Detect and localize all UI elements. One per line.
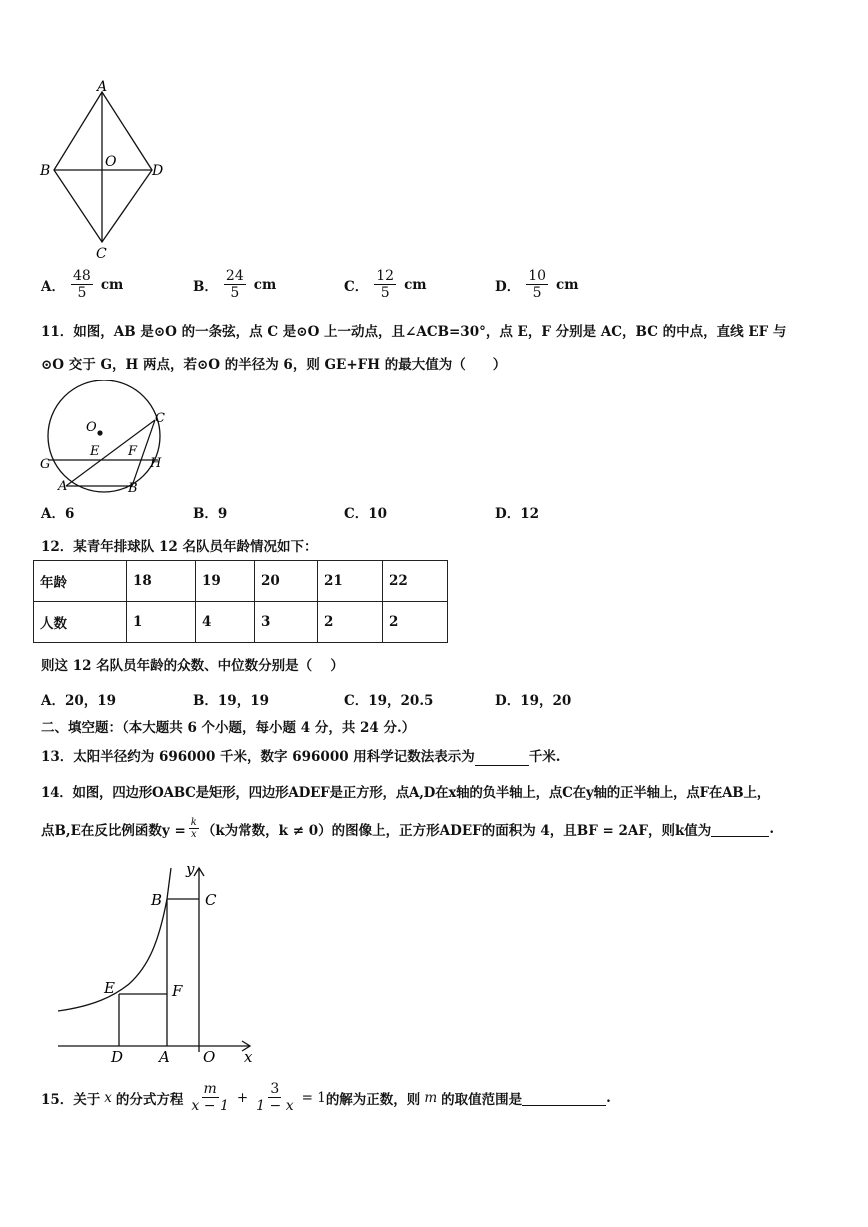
q11-option-d[interactable]: D．12 (495, 506, 539, 522)
label-A: A (58, 479, 68, 494)
q11-option-b[interactable]: B．9 (193, 506, 228, 522)
q12-option-a[interactable]: A．20，19 (41, 693, 117, 709)
label-F: F (128, 444, 138, 459)
table-cell: 人数 (34, 602, 127, 643)
circle-figure (36, 380, 176, 495)
label-x: x (244, 1048, 253, 1066)
center-dot (97, 430, 102, 435)
rhombus-figure (36, 80, 171, 265)
table-cell: 1 (127, 602, 196, 643)
label-A: A (97, 80, 108, 95)
table-cell: 2 (383, 602, 448, 643)
q12-option-c[interactable]: C．19，20.5 (344, 693, 434, 709)
label-O: O (203, 1048, 216, 1066)
q11-stem-line1: 11．如图，AB 是⊙O 的一条弦，点 C 是⊙O 上一动点，且∠ACB=30°，点 E，F 分别是 AC，BC 的中点，直线 EF 与 (41, 324, 787, 340)
label-G: G (40, 457, 51, 472)
table-cell: 22 (383, 561, 448, 602)
label-D: D (111, 1048, 124, 1066)
q12-option-d[interactable]: D．19，20 (495, 693, 572, 709)
fraction-3-over-1-minus-x: $\frac{3}{1 - x}$ (256, 1081, 294, 1114)
q14-stem-line1: 14．如图，四边形OABC是矩形，四边形ADEF是正方形，点A,D在x轴的负半轴上，点C在y轴的正半轴上，点F在AB上， (41, 785, 770, 801)
label-B: B (151, 891, 163, 909)
fraction: $\frac{24}{5}$ (225, 268, 244, 301)
label-D: D (152, 163, 164, 179)
answer-blank[interactable] (475, 749, 529, 766)
table-cell: 年龄 (34, 561, 127, 602)
label-B: B (128, 481, 138, 495)
q12-option-b[interactable]: B．19，19 (193, 693, 269, 709)
q12-question: 则这 12 名队员年龄的众数、中位数分别是（ ） (41, 658, 344, 674)
q11-option-c[interactable]: C．10 (344, 506, 388, 522)
q15-stem: 15．关于 x 的分式方程 $\frac{m}{x - 1}$ + $\frac{3}{1 - x}$ = 1 的解为正数，则 m 的取值范围是 . (41, 1081, 611, 1114)
fraction: $\frac{10}{5}$ (528, 268, 547, 301)
label-O: O (86, 420, 97, 435)
q10-option-c[interactable]: C． $\frac{12}{5}$ cm (344, 268, 427, 301)
table-row (34, 602, 448, 643)
label-A: A (159, 1048, 170, 1066)
label-y: y (186, 860, 195, 878)
q12-stem: 12．某青年排球队 12 名队员年龄情况如下： (41, 539, 318, 555)
hyperbola-figure (54, 856, 264, 1066)
fraction: $\frac{12}{5}$ (376, 268, 395, 301)
section-heading: 二、填空题：（本大题共 6 个小题，每小题 4 分，共 24 分.） (41, 720, 416, 736)
label-E: E (104, 979, 115, 997)
label-B: B (40, 163, 51, 179)
age-table (33, 560, 448, 643)
label-C: C (205, 891, 217, 909)
answer-blank[interactable] (711, 820, 769, 837)
fraction-m-over-x-minus-1: $\frac{m}{x - 1}$ (191, 1081, 229, 1114)
answer-blank[interactable] (522, 1089, 606, 1106)
q10-option-a[interactable]: A． $\frac{48}{5}$ cm (41, 268, 124, 301)
q10-option-d[interactable]: D． $\frac{10}{5}$ cm (495, 268, 579, 301)
table-cell: 3 (255, 602, 318, 643)
q11-stem-line2: ⊙O 交于 G，H 两点，若⊙O 的半径为 6，则 GE+FH 的最大值为（ ） (41, 357, 507, 373)
table-cell: 19 (196, 561, 255, 602)
fraction: $\frac{48}{5}$ (72, 268, 91, 301)
q14-stem-line2: 点B,E在反比例函数y = $\frac{k}{x}$ （k为常数，k ≠ 0）的图像上，正方形ADEF的面积为 4，且BF = 2AF，则k值为 . (41, 817, 775, 840)
q13-stem: 13．太阳半径约为 696000 千米，数字 696000 用科学记数法表示为 千米. (41, 749, 561, 765)
table-row (34, 561, 448, 602)
label-H: H (150, 456, 162, 471)
label-C: C (96, 246, 107, 262)
label-C: C (155, 411, 165, 426)
fraction-k-over-x: $\frac{k}{x}$ (190, 817, 197, 840)
table-cell: 2 (318, 602, 383, 643)
table-cell: 21 (318, 561, 383, 602)
q11-option-a[interactable]: A．6 (41, 506, 75, 522)
label-F: F (172, 982, 183, 1000)
label-O: O (105, 154, 117, 170)
label-E: E (90, 444, 100, 459)
q10-option-b[interactable]: B． $\frac{24}{5}$ cm (193, 268, 277, 301)
table-cell: 20 (255, 561, 318, 602)
table-cell: 4 (196, 602, 255, 643)
table-cell: 18 (127, 561, 196, 602)
